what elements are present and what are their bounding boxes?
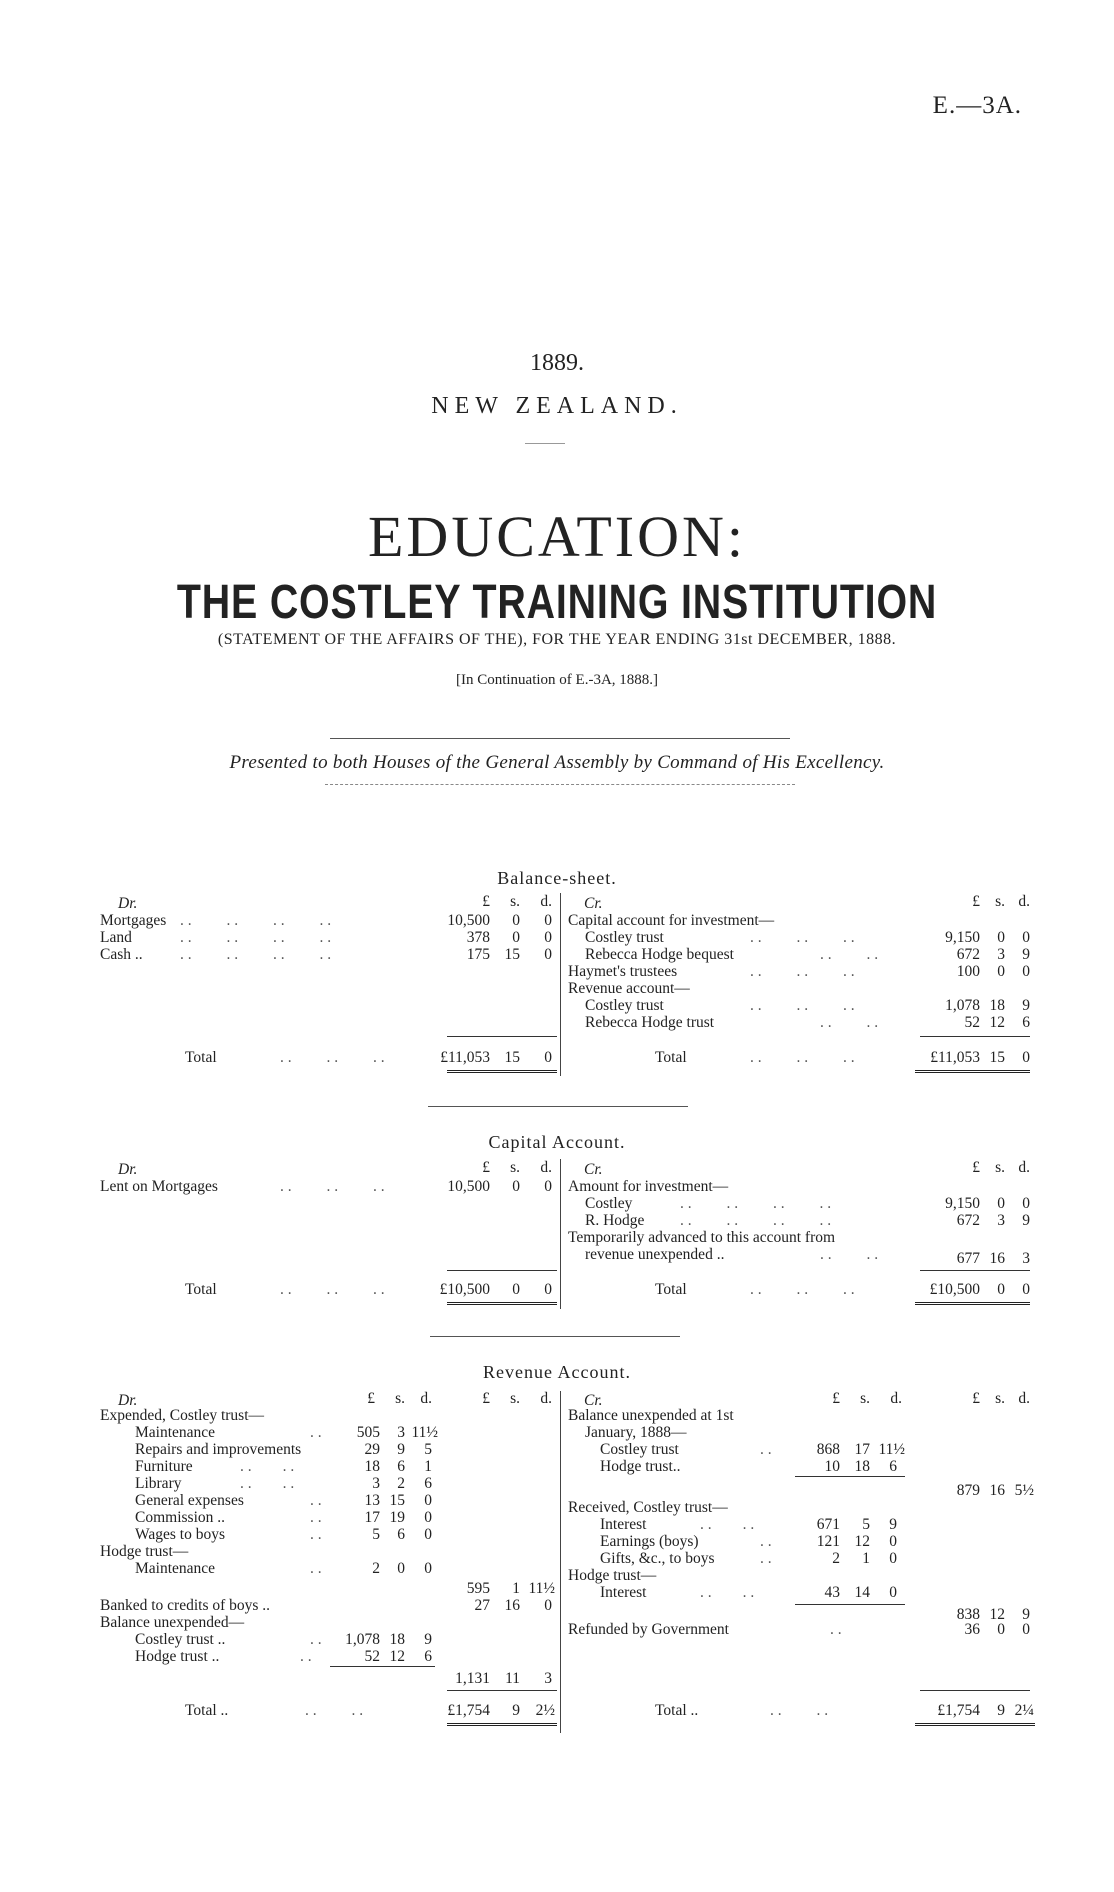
balance-cr-label: Cr. bbox=[584, 895, 603, 912]
capital-cr-label: revenue unexpended .. bbox=[585, 1246, 725, 1263]
revenue-dr-shillings: 2 bbox=[397, 1475, 405, 1492]
capital-cr-total-shillings: 0 bbox=[997, 1281, 1005, 1298]
revenue-cr-subtotal-pounds: 838 bbox=[956, 1606, 980, 1623]
revenue-dr-shillings: 3 bbox=[397, 1424, 405, 1441]
column-divider bbox=[560, 1391, 561, 1733]
balance-cr-pounds: 100 bbox=[956, 963, 980, 980]
capital-dr-total-label: Total bbox=[185, 1281, 217, 1298]
revenue-cr-subtotal-pence: 9 bbox=[1022, 1606, 1030, 1623]
revenue-dr-pounds: 29 bbox=[364, 1441, 380, 1458]
balance-dr-total-pence: 0 bbox=[544, 1049, 552, 1066]
revenue-cr-label: Earnings (boys) bbox=[600, 1533, 699, 1550]
capital-dr-label: Dr. bbox=[118, 1161, 138, 1178]
capital-cr-pounds: 672 bbox=[956, 1212, 980, 1229]
balance-cr-shillings: 3 bbox=[997, 946, 1005, 963]
revenue-dr-pence: 6 bbox=[424, 1648, 432, 1665]
currency-shilling-header: s. bbox=[395, 1390, 405, 1407]
revenue-dr-pounds: 2 bbox=[372, 1560, 380, 1577]
revenue-cr-total-pounds: £1,754 bbox=[937, 1702, 980, 1719]
revenue-dr-label: Hodge trust .. bbox=[135, 1648, 220, 1665]
capital-cr-shillings: 0 bbox=[997, 1195, 1005, 1212]
revenue-cr-label: Cr. bbox=[584, 1392, 603, 1409]
revenue-cr-label: Hodge trust.. bbox=[600, 1458, 681, 1475]
capital-cr-label: R. Hodge bbox=[585, 1212, 645, 1229]
divider bbox=[525, 443, 565, 444]
revenue-cr-shillings: 12 bbox=[854, 1533, 870, 1550]
revenue-dr-shillings: 12 bbox=[389, 1648, 405, 1665]
revenue-cr-pounds: 10 bbox=[824, 1458, 840, 1475]
balance-cr-pounds: 52 bbox=[964, 1014, 980, 1031]
revenue-dr-label: Wages to boys bbox=[135, 1526, 226, 1543]
column-divider bbox=[560, 893, 561, 1076]
revenue-cr-shillings: 18 bbox=[854, 1458, 870, 1475]
capital-cr-label: Temporarily advanced to this account from bbox=[568, 1229, 836, 1246]
capital-cr-label: Cr. bbox=[584, 1161, 603, 1178]
divider bbox=[330, 738, 790, 739]
revenue-cr-pence: 6 bbox=[889, 1458, 897, 1475]
capital-cr-pence: 0 bbox=[1022, 1195, 1030, 1212]
revenue-dr-pounds: 17 bbox=[364, 1509, 380, 1526]
page-subtitle: THE COSTLEY TRAINING INSTITUTION bbox=[176, 576, 938, 629]
balance-cr-label: Revenue account— bbox=[568, 980, 690, 997]
capital-cr-shillings: 3 bbox=[997, 1212, 1005, 1229]
currency-pound-header: £ bbox=[482, 1390, 490, 1407]
revenue-dr-subtotal-shillings: 1 bbox=[512, 1580, 520, 1597]
revenue-dr-label: Commission .. bbox=[135, 1509, 226, 1526]
document-year: 1889. bbox=[530, 350, 584, 376]
continuation-note: [In Continuation of E.-3A, 1888.] bbox=[455, 672, 659, 688]
capital-cr-pence: 9 bbox=[1022, 1212, 1030, 1229]
balance-dr-total-pounds: £11,053 bbox=[440, 1049, 490, 1066]
revenue-dr-subtotal-pence: 0 bbox=[544, 1597, 552, 1614]
column-divider bbox=[560, 1159, 561, 1309]
revenue-dr-shillings: 19 bbox=[389, 1509, 405, 1526]
revenue-dr-label: Library bbox=[135, 1475, 182, 1492]
revenue-dr-pounds: 3 bbox=[372, 1475, 380, 1492]
revenue-dr-subtotal-shillings: 16 bbox=[504, 1597, 520, 1614]
revenue-dr-label: Furniture bbox=[135, 1458, 193, 1475]
balance-dr-pence: 0 bbox=[544, 912, 552, 929]
revenue-cr-subtotal-pounds: 879 bbox=[956, 1482, 980, 1499]
currency-pence-header: d. bbox=[420, 1390, 432, 1407]
revenue-cr-subtotal-pence: 0 bbox=[1022, 1621, 1030, 1638]
balance-dr-label-cash: Cash .. bbox=[100, 946, 143, 963]
balance-cr-shillings: 12 bbox=[989, 1014, 1005, 1031]
revenue-cr-pounds: 2 bbox=[832, 1550, 840, 1567]
revenue-account-title: Revenue Account. bbox=[483, 1362, 631, 1382]
currency-shilling-header: s. bbox=[995, 893, 1005, 910]
balance-dr-shillings: 0 bbox=[512, 929, 520, 946]
capital-cr-label: Amount for investment— bbox=[568, 1178, 729, 1195]
revenue-cr-shillings: 1 bbox=[862, 1550, 870, 1567]
revenue-dr-pence: 1 bbox=[424, 1458, 432, 1475]
balance-cr-label: Capital account for investment— bbox=[568, 912, 775, 929]
capital-dr-pence: 0 bbox=[544, 1178, 552, 1195]
revenue-dr-pence: 11½ bbox=[411, 1424, 438, 1441]
revenue-cr-pounds: 868 bbox=[816, 1441, 840, 1458]
balance-cr-total-shillings: 15 bbox=[989, 1049, 1005, 1066]
balance-cr-label: Haymet's trustees bbox=[568, 963, 678, 980]
revenue-dr-pounds: 505 bbox=[356, 1424, 380, 1441]
balance-cr-label: Costley trust bbox=[585, 997, 664, 1014]
revenue-cr-subtotal-shillings: 16 bbox=[989, 1482, 1005, 1499]
revenue-dr-pounds: 18 bbox=[364, 1458, 380, 1475]
balance-dr-total-shillings: 15 bbox=[504, 1049, 520, 1066]
balance-cr-label: Rebecca Hodge bequest bbox=[585, 946, 734, 963]
balance-dr-shillings: 15 bbox=[504, 946, 520, 963]
currency-pound-header: £ bbox=[972, 893, 980, 910]
revenue-dr-label: Maintenance bbox=[135, 1560, 216, 1577]
revenue-dr-label: Costley trust .. bbox=[135, 1631, 226, 1648]
divider bbox=[428, 1106, 688, 1107]
balance-dr-total-label: Total bbox=[185, 1049, 217, 1066]
presented-note: Presented to both Houses of the General Assembly by Command of His Excellency. bbox=[229, 752, 885, 773]
revenue-cr-total-label: Total .. bbox=[655, 1702, 699, 1719]
revenue-dr-label: Banked to credits of boys .. bbox=[100, 1597, 271, 1614]
revenue-dr-pounds: 13 bbox=[364, 1492, 380, 1509]
balance-cr-pence: 9 bbox=[1022, 946, 1030, 963]
revenue-dr-subtotal-pence: 3 bbox=[544, 1670, 552, 1687]
currency-pence-header: d. bbox=[540, 1390, 552, 1407]
revenue-cr-shillings: 17 bbox=[854, 1441, 870, 1458]
revenue-dr-subtotal-pounds: 595 bbox=[466, 1580, 490, 1597]
balance-dr-pounds: 378 bbox=[466, 929, 490, 946]
balance-dr-shillings: 0 bbox=[512, 912, 520, 929]
capital-dr-total-pence: 0 bbox=[544, 1281, 552, 1298]
capital-account-title: Capital Account. bbox=[488, 1132, 626, 1152]
currency-pence-header: d. bbox=[1018, 1159, 1030, 1176]
revenue-cr-label: Refunded by Government bbox=[568, 1621, 729, 1638]
capital-cr-pence: 3 bbox=[1022, 1250, 1030, 1267]
revenue-dr-subtotal-pounds: 1,131 bbox=[455, 1670, 490, 1687]
revenue-cr-subtotal-shillings: 12 bbox=[989, 1606, 1005, 1623]
capital-cr-pounds: 9,150 bbox=[945, 1195, 980, 1212]
revenue-cr-pounds: 671 bbox=[816, 1516, 840, 1533]
revenue-cr-shillings: 5 bbox=[862, 1516, 870, 1533]
revenue-cr-pence: 0 bbox=[889, 1584, 897, 1601]
balance-cr-total-pence: 0 bbox=[1022, 1049, 1030, 1066]
revenue-cr-pounds: 121 bbox=[816, 1533, 840, 1550]
capital-cr-shillings: 16 bbox=[989, 1250, 1005, 1267]
capital-dr-shillings: 0 bbox=[512, 1178, 520, 1195]
statement-description: (STATEMENT OF THE AFFAIRS OF THE), FOR THE YEAR ENDING 31st DECEMBER, 1888. bbox=[217, 631, 897, 648]
balance-sheet-title: Balance-sheet. bbox=[497, 868, 617, 888]
revenue-cr-total-shillings: 9 bbox=[997, 1702, 1005, 1719]
revenue-cr-label: Interest bbox=[600, 1584, 647, 1601]
revenue-cr-label: Balance unexpended at 1st bbox=[568, 1407, 734, 1424]
revenue-dr-total-label: Total .. bbox=[185, 1702, 229, 1719]
currency-pence-header: d. bbox=[540, 893, 552, 910]
revenue-cr-label: January, 1888— bbox=[585, 1424, 687, 1441]
currency-shilling-header: s. bbox=[510, 1390, 520, 1407]
revenue-dr-label: Hodge trust— bbox=[100, 1543, 189, 1560]
currency-pence-header: d. bbox=[540, 1159, 552, 1176]
capital-cr-total-pence: 0 bbox=[1022, 1281, 1030, 1298]
currency-shilling-header: s. bbox=[510, 1159, 520, 1176]
capital-dr-label-mortgages: Lent on Mortgages bbox=[100, 1178, 218, 1195]
revenue-cr-label: Received, Costley trust— bbox=[568, 1499, 728, 1516]
revenue-dr-subtotal-shillings: 11 bbox=[505, 1670, 520, 1687]
revenue-dr-shillings: 9 bbox=[397, 1441, 405, 1458]
balance-cr-total-label: Total bbox=[655, 1049, 687, 1066]
balance-cr-shillings: 0 bbox=[997, 929, 1005, 946]
page-title: EDUCATION: bbox=[368, 504, 746, 569]
currency-shilling-header: s. bbox=[995, 1159, 1005, 1176]
document-country: NEW ZEALAND. bbox=[431, 393, 683, 419]
capital-cr-label: Costley bbox=[585, 1195, 633, 1212]
capital-cr-pounds: 677 bbox=[956, 1250, 980, 1267]
revenue-cr-pence: 0 bbox=[889, 1533, 897, 1550]
balance-dr-pounds: 175 bbox=[466, 946, 490, 963]
revenue-cr-pence: 0 bbox=[889, 1550, 897, 1567]
revenue-cr-subtotal-pence: 5½ bbox=[1014, 1482, 1034, 1499]
revenue-cr-pounds: 43 bbox=[824, 1584, 840, 1601]
revenue-dr-label: Dr. bbox=[118, 1392, 138, 1409]
revenue-dr-pounds: 5 bbox=[372, 1526, 380, 1543]
revenue-dr-total-pence: 2½ bbox=[535, 1702, 555, 1719]
revenue-dr-shillings: 6 bbox=[397, 1526, 405, 1543]
balance-cr-pounds: 9,150 bbox=[945, 929, 980, 946]
balance-dr-pounds: 10,500 bbox=[447, 912, 490, 929]
revenue-cr-label: Interest bbox=[600, 1516, 647, 1533]
balance-cr-shillings: 18 bbox=[989, 997, 1005, 1014]
currency-pence-header: d. bbox=[1018, 1390, 1030, 1407]
balance-dr-label: Dr. bbox=[118, 895, 138, 912]
document-reference: E.—3A. bbox=[932, 92, 1022, 119]
currency-pence-header: d. bbox=[890, 1390, 902, 1407]
currency-pound-header: £ bbox=[832, 1390, 840, 1407]
balance-cr-pence: 0 bbox=[1022, 929, 1030, 946]
revenue-dr-label: Balance unexpended— bbox=[100, 1614, 245, 1631]
revenue-dr-shillings: 6 bbox=[397, 1458, 405, 1475]
revenue-cr-total-pence: 2¼ bbox=[1014, 1702, 1034, 1719]
currency-shilling-header: s. bbox=[510, 893, 520, 910]
revenue-dr-label: Maintenance bbox=[135, 1424, 216, 1441]
revenue-cr-subtotal-pounds: 36 bbox=[964, 1621, 980, 1638]
currency-shilling-header: s. bbox=[995, 1390, 1005, 1407]
revenue-dr-pence: 5 bbox=[424, 1441, 432, 1458]
revenue-dr-label: Expended, Costley trust— bbox=[100, 1407, 265, 1424]
revenue-dr-total-shillings: 9 bbox=[512, 1702, 520, 1719]
balance-dr-pence: 0 bbox=[544, 929, 552, 946]
balance-cr-shillings: 0 bbox=[997, 963, 1005, 980]
capital-dr-pounds: 10,500 bbox=[447, 1178, 490, 1195]
balance-cr-label: Rebecca Hodge trust bbox=[585, 1014, 715, 1031]
revenue-dr-label: Repairs and improvements bbox=[135, 1441, 302, 1458]
revenue-dr-shillings: 0 bbox=[397, 1560, 405, 1577]
balance-dr-label-land: Land bbox=[100, 929, 132, 946]
divider bbox=[325, 784, 795, 785]
revenue-dr-pence: 0 bbox=[424, 1509, 432, 1526]
revenue-dr-total-pounds: £1,754 bbox=[447, 1702, 490, 1719]
revenue-cr-subtotal-shillings: 0 bbox=[997, 1621, 1005, 1638]
currency-pound-header: £ bbox=[482, 893, 490, 910]
revenue-dr-pence: 9 bbox=[424, 1631, 432, 1648]
divider bbox=[430, 1336, 680, 1337]
currency-pound-header: £ bbox=[482, 1159, 490, 1176]
revenue-dr-pence: 6 bbox=[424, 1475, 432, 1492]
revenue-cr-shillings: 14 bbox=[854, 1584, 870, 1601]
revenue-dr-shillings: 18 bbox=[389, 1631, 405, 1648]
revenue-cr-label: Gifts, &c., to boys bbox=[600, 1550, 715, 1567]
revenue-cr-label: Costley trust bbox=[600, 1441, 679, 1458]
revenue-dr-shillings: 15 bbox=[389, 1492, 405, 1509]
balance-dr-pence: 0 bbox=[544, 946, 552, 963]
revenue-cr-label: Hodge trust— bbox=[568, 1567, 657, 1584]
balance-dr-label-mortgages: Mortgages bbox=[100, 912, 167, 929]
revenue-dr-pounds: 52 bbox=[364, 1648, 380, 1665]
revenue-dr-pence: 0 bbox=[424, 1526, 432, 1543]
revenue-dr-pence: 0 bbox=[424, 1560, 432, 1577]
currency-pound-header: £ bbox=[972, 1390, 980, 1407]
balance-cr-total-pounds: £11,053 bbox=[930, 1049, 980, 1066]
currency-shilling-header: s. bbox=[860, 1390, 870, 1407]
revenue-dr-subtotal-pence: 11½ bbox=[528, 1580, 555, 1597]
balance-cr-pounds: 672 bbox=[956, 946, 980, 963]
revenue-dr-pounds: 1,078 bbox=[345, 1631, 380, 1648]
balance-cr-label: Costley trust bbox=[585, 929, 664, 946]
revenue-cr-pence: 11½ bbox=[878, 1441, 905, 1458]
currency-pound-header: £ bbox=[367, 1390, 375, 1407]
revenue-dr-label: General expenses bbox=[135, 1492, 244, 1509]
balance-cr-pence: 6 bbox=[1022, 1014, 1030, 1031]
capital-cr-total-pounds: £10,500 bbox=[929, 1281, 980, 1298]
currency-pound-header: £ bbox=[972, 1159, 980, 1176]
capital-dr-total-shillings: 0 bbox=[512, 1281, 520, 1298]
revenue-dr-subtotal-pounds: 27 bbox=[474, 1597, 490, 1614]
balance-cr-pence: 9 bbox=[1022, 997, 1030, 1014]
capital-cr-total-label: Total bbox=[655, 1281, 687, 1298]
revenue-dr-pence: 0 bbox=[424, 1492, 432, 1509]
balance-cr-pounds: 1,078 bbox=[945, 997, 980, 1014]
currency-pence-header: d. bbox=[1018, 893, 1030, 910]
balance-cr-pence: 0 bbox=[1022, 963, 1030, 980]
revenue-cr-pence: 9 bbox=[889, 1516, 897, 1533]
capital-dr-total-pounds: £10,500 bbox=[439, 1281, 490, 1298]
